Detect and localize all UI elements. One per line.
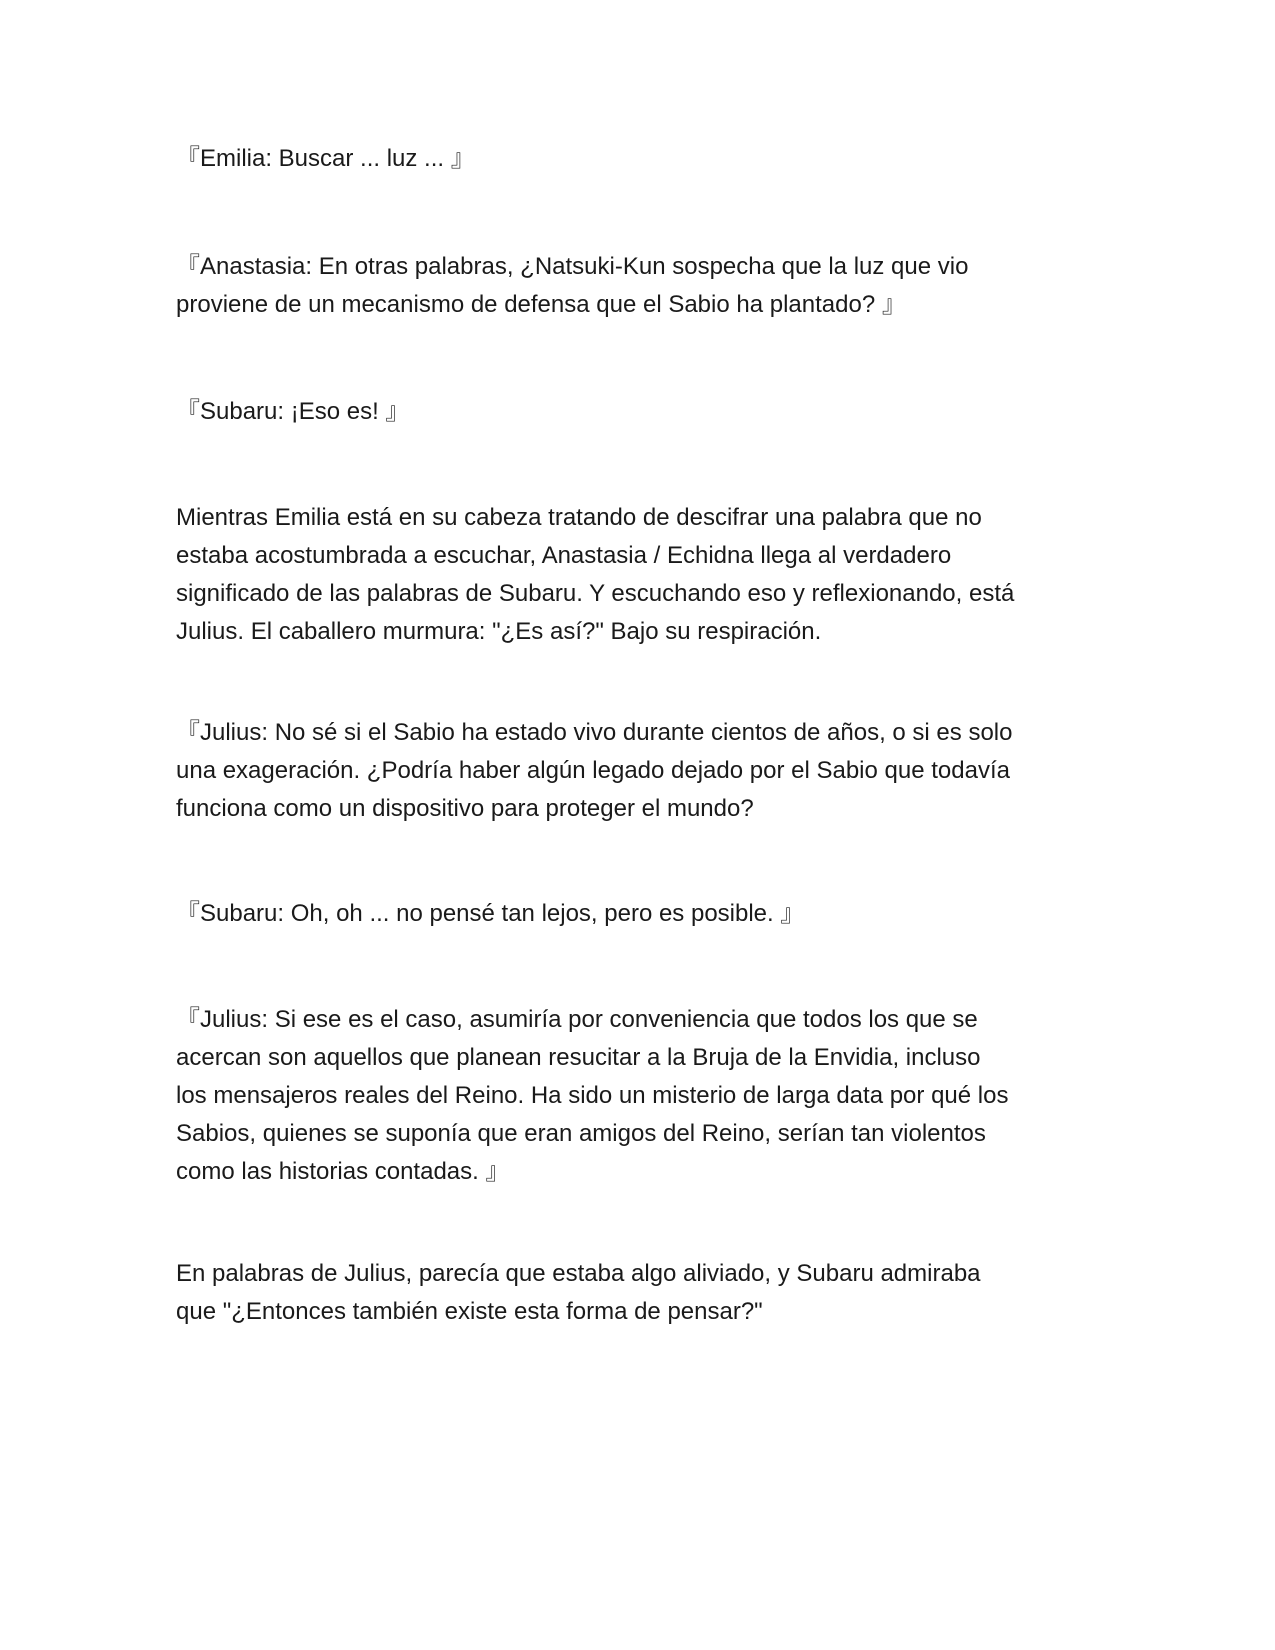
text-line: Mientras Emilia está en su cabeza tratando de descifrar una palabra que no [176, 504, 982, 531]
text-line: estaba acostumbrada a escuchar, Anastasia / Echidna llega al verdadero [176, 542, 952, 569]
text-line: que "¿Entonces también existe esta forma de pensar?" [176, 1298, 763, 1325]
dialogue-subaru-2 [176, 895, 1096, 933]
dialogue-julius-2 [176, 1001, 1096, 1191]
text-line: 『Emilia: Buscar ... luz ... 』 [176, 145, 475, 172]
text-line: Sabios, quienes se suponía que eran amigos del Reino, serían tan violentos [176, 1120, 986, 1147]
text-line: funciona como un dispositivo para proteger el mundo? [176, 795, 754, 822]
dialogue-emilia [176, 140, 1096, 178]
narration-paragraph-2 [176, 1255, 1096, 1331]
text-line: significado de las palabras de Subaru. Y escuchando eso y reflexionando, está [176, 580, 1015, 607]
text-line: Julius. El caballero murmura: "¿Es así?" Bajo su respiración. [176, 618, 822, 645]
narration-paragraph-1 [176, 499, 1096, 651]
text-line: acercan son aquellos que planean resucitar a la Bruja de la Envidia, incluso [176, 1044, 981, 1071]
text-line: proviene de un mecanismo de defensa que el Sabio ha plantado? 』 [176, 291, 906, 318]
dialogue-anastasia [176, 248, 1096, 324]
dialogue-julius-1 [176, 714, 1096, 828]
text-line: 『Subaru: ¡Eso es! 』 [176, 398, 410, 425]
text-line: como las historias contadas. 』 [176, 1158, 510, 1185]
text-line: 『Anastasia: En otras palabras, ¿Natsuki-Kun sospecha que la luz que vio [176, 253, 969, 280]
dialogue-subaru-1 [176, 393, 1096, 431]
text-line: una exageración. ¿Podría haber algún legado dejado por el Sabio que todavía [176, 757, 1010, 784]
text-line: 『Julius: No sé si el Sabio ha estado vivo durante cientos de años, o si es solo [176, 719, 1013, 746]
text-line: 『Subaru: Oh, oh ... no pensé tan lejos, pero es posible. 』 [176, 900, 805, 927]
text-line: En palabras de Julius, parecía que estaba algo aliviado, y Subaru admiraba [176, 1260, 981, 1287]
text-line: 『Julius: Si ese es el caso, asumiría por conveniencia que todos los que se [176, 1006, 978, 1033]
text-line: los mensajeros reales del Reino. Ha sido un misterio de larga data por qué los [176, 1082, 1009, 1109]
